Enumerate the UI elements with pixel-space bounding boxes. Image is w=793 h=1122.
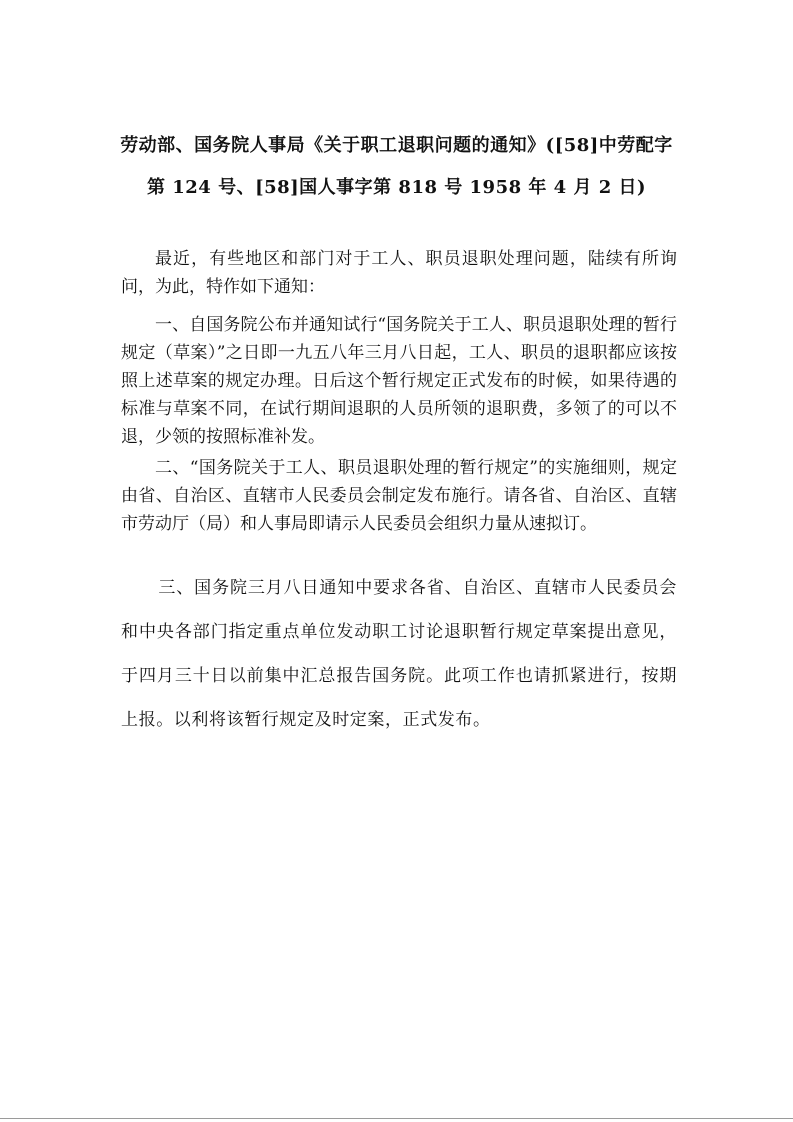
document-title-line-2: 第 124 号、[58]国人事字第 818 号 1958 年 4 月 2 日) bbox=[146, 177, 647, 198]
paragraph-item-2: 二、“国务院关于工人、职员退职处理的暂行规定”的实施细则，规定由省、自治区、直辖市人民委员会制定发布施行。请各省、自治区、直辖市劳动厅（局）和人事局即请示人民委员会组织力量从速拟订。 bbox=[121, 458, 677, 534]
paragraph-intro: 最近，有些地区和部门对于工人、职员退职处理问题，陆续有所询问，为此，特作如下通知： bbox=[121, 249, 677, 297]
paragraph-item-3: 三、国务院三月八日通知中要求各省、自治区、直辖市人民委员会和中央各部门指定重点单位发动职工讨论退职暂行规定草案提出意见，于四月三十日以前集中汇总报告国务院。此项工作也请抓紧进行，按期上报。以利将该暂行规定及时定案，正式发布。 bbox=[121, 578, 677, 730]
page-bottom-divider bbox=[0, 1118, 793, 1119]
paragraph-item-1: 一、自国务院公布并通知试行“国务院关于工人、职员退职处理的暂行规定（草案）”之日即一九五八年三月八日起，工人、职员的退职都应该按照上述草案的规定办理。日后这个暂行规定正式发布的时候，如果待遇的标准与草案不同，在试行期间退职的人员所领的退职费，多领了的可以不退，少领的按照标准补发。 bbox=[121, 315, 677, 447]
document-title-line-1: 劳动部、国务院人事局《关于职工退职问题的通知》([58]中劳配字 bbox=[120, 135, 673, 156]
